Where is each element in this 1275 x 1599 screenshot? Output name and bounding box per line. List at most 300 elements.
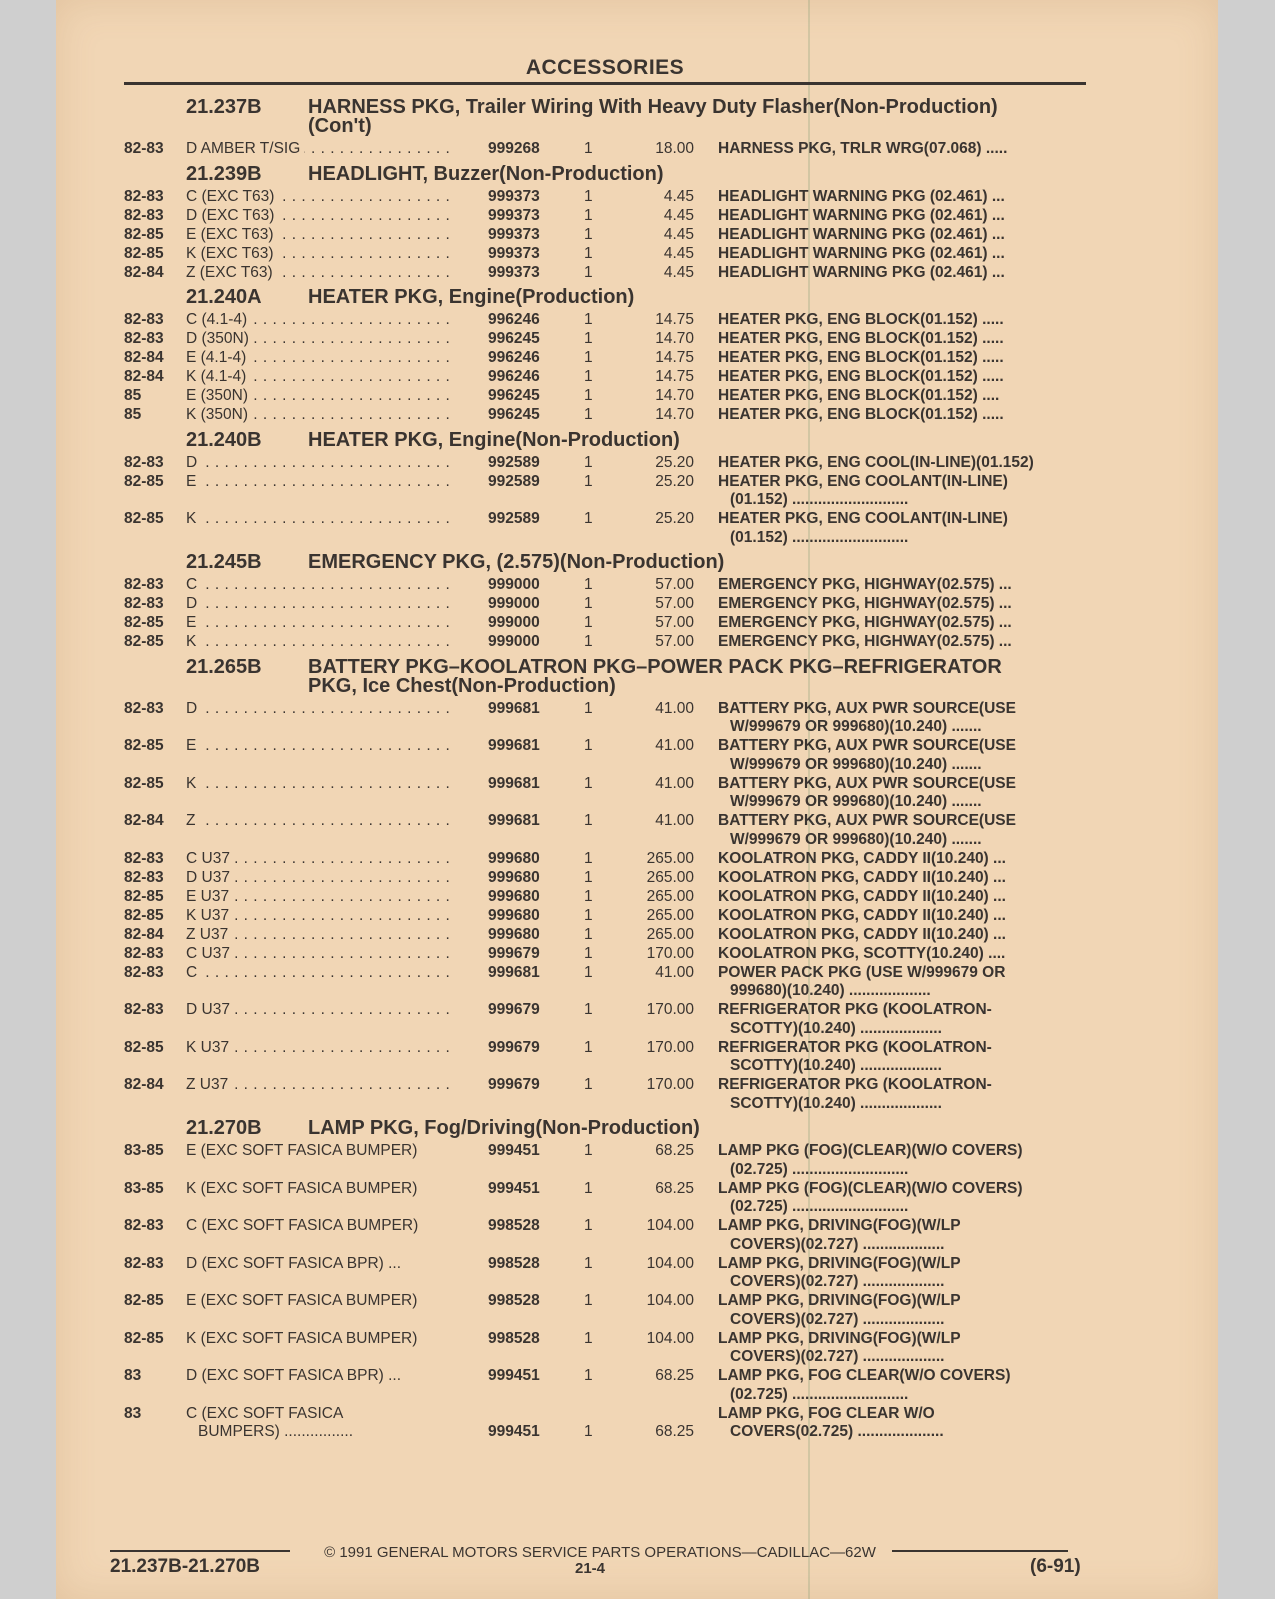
- price: 170.00: [646, 1076, 694, 1093]
- price: 4.45: [663, 225, 694, 243]
- description-line: HARNESS PKG, TRLR WRG(07.068) .....: [718, 140, 1008, 157]
- table-row: [124, 226, 1086, 245]
- part-description: [718, 964, 1078, 1001]
- vehicle-model: [186, 368, 456, 387]
- part-number: 996245: [488, 406, 540, 423]
- part-description: [718, 1405, 1078, 1442]
- quantity: 1: [584, 349, 593, 366]
- model-years: 85: [124, 406, 142, 423]
- model-years: 82-85: [124, 472, 164, 490]
- part-number: 998528: [488, 1254, 540, 1272]
- vehicle-model: [186, 140, 456, 159]
- description-line-continued: (01.152) ...........................: [730, 528, 909, 546]
- vehicle-model: [186, 1142, 456, 1179]
- description-line: BATTERY PKG, AUX PWR SOURCE(USE: [718, 737, 1016, 754]
- section-21-270B: [124, 1119, 1086, 1442]
- section-title: EMERGENCY PKG, (2.575)(Non-Production): [308, 551, 725, 573]
- vehicle-model: [186, 1039, 456, 1076]
- quantity: 1: [584, 406, 593, 423]
- description-line: HEATER PKG, ENG BLOCK(01.152) .....: [718, 349, 1004, 366]
- part-description: [718, 311, 1078, 330]
- model-years: 82-83: [124, 187, 164, 205]
- table-row: [124, 311, 1086, 330]
- vehicle-model: [186, 473, 456, 510]
- part-description: [718, 869, 1078, 888]
- part-number: 999681: [488, 963, 540, 981]
- model-years: 82-84: [124, 263, 164, 281]
- section-title: HEATER PKG, Engine(Production): [308, 286, 635, 308]
- table-row: [124, 926, 1086, 945]
- description-line: HEADLIGHT WARNING PKG (02.461) ...: [718, 263, 1005, 281]
- price: 57.00: [655, 595, 694, 612]
- model-text: C (4.1-4): [186, 311, 251, 328]
- model-years: 82-83: [124, 1001, 164, 1018]
- price: 41.00: [655, 699, 694, 717]
- table-row: [124, 869, 1086, 888]
- table-row: [124, 614, 1086, 633]
- table-row: [124, 633, 1086, 652]
- model-text: D AMBER T/SIG: [186, 140, 304, 157]
- part-number: 999000: [488, 576, 540, 593]
- part-number: 996246: [488, 349, 540, 366]
- model-years: 82-84: [124, 812, 164, 829]
- part-number: 996246: [488, 311, 540, 328]
- price: 265.00: [646, 906, 694, 924]
- model-text: E: [186, 473, 200, 490]
- model-years: 82-85: [124, 614, 164, 631]
- quantity: 1: [584, 774, 593, 792]
- model-text: D: [186, 595, 201, 612]
- description-line: KOOLATRON PKG, SCOTTY(10.240) ....: [718, 944, 1006, 962]
- description-line: EMERGENCY PKG, HIGHWAY(02.575) ...: [718, 633, 1012, 650]
- price: 25.20: [655, 510, 694, 527]
- model-years: 82-83: [124, 330, 164, 347]
- quantity: 1: [584, 633, 593, 650]
- table-row: [124, 387, 1086, 406]
- part-description: [718, 907, 1078, 926]
- model-text: Z U37: [186, 1076, 232, 1093]
- price: 57.00: [655, 614, 694, 631]
- model-years: 82-83: [124, 1217, 164, 1234]
- part-description: [718, 737, 1078, 774]
- model-years: 82-83: [124, 963, 164, 981]
- part-number: 999680: [488, 925, 540, 943]
- part-description: [718, 775, 1078, 812]
- model-text: E: [186, 737, 200, 754]
- section-title: BATTERY PKG–KOOLATRON PKG–POWER PACK PKG–REFRIGERATOR PKG, Ice Chest(Non-Production): [308, 655, 1002, 697]
- description-line: LAMP PKG (FOG)(CLEAR)(W/O COVERS): [718, 1142, 1023, 1159]
- price: 265.00: [646, 925, 694, 943]
- table-row: [124, 330, 1086, 349]
- model-years: 82-84: [124, 368, 164, 385]
- price: 68.25: [655, 1367, 694, 1384]
- description-line-continued: COVERS)(02.727) ...................: [730, 1348, 945, 1365]
- description-line: LAMP PKG, FOG CLEAR(W/O COVERS): [718, 1367, 1011, 1384]
- vehicle-model: [186, 700, 456, 737]
- quantity: 1: [584, 812, 593, 829]
- description-line: BATTERY PKG, AUX PWR SOURCE(USE: [718, 774, 1016, 792]
- model-text: C U37: [186, 850, 234, 867]
- quantity: 1: [584, 263, 593, 281]
- table-row: [124, 406, 1086, 425]
- part-number: 999451: [488, 1142, 540, 1159]
- model-text: C U37: [186, 945, 234, 962]
- price: 57.00: [655, 633, 694, 650]
- description-line: LAMP PKG, FOG CLEAR W/O: [718, 1404, 935, 1422]
- model-text: K: [186, 510, 200, 527]
- vehicle-model: [186, 869, 456, 888]
- price: 4.45: [663, 244, 694, 262]
- part-number: 999679: [488, 1076, 540, 1093]
- part-description: [718, 226, 1078, 245]
- table-row: [124, 812, 1086, 849]
- model-years: 82-83: [124, 453, 164, 471]
- vehicle-model: [186, 207, 456, 226]
- model-text: Z (EXC T63): [186, 264, 277, 281]
- part-number: 998528: [488, 1292, 540, 1309]
- table-row: [124, 245, 1086, 264]
- quantity: 1: [584, 1367, 593, 1384]
- part-description: [718, 595, 1078, 614]
- part-number: 999681: [488, 737, 540, 754]
- quantity: 1: [584, 244, 593, 262]
- part-description: [718, 330, 1078, 349]
- price: 14.70: [655, 387, 694, 404]
- description-line: HEATER PKG, ENG BLOCK(01.152) .....: [718, 330, 1004, 347]
- table-row: [124, 1217, 1086, 1254]
- vehicle-model: [186, 1405, 456, 1442]
- part-number: 999373: [488, 225, 540, 243]
- part-number: 999268: [488, 140, 540, 157]
- part-description: [718, 945, 1078, 964]
- page-header: ACCESSORIES: [124, 56, 1086, 85]
- model-text: K (350N): [186, 406, 252, 423]
- price: 41.00: [655, 737, 694, 754]
- section-heading: [124, 428, 1086, 451]
- vehicle-model: [186, 188, 456, 207]
- model-years: 82-83: [124, 868, 164, 886]
- description-line-continued: COVERS)(02.727) ...................: [730, 1273, 945, 1290]
- section-number: 21.240B: [186, 428, 262, 451]
- part-number: 996246: [488, 368, 540, 385]
- description-line: HEATER PKG, ENG COOLANT(IN-LINE): [718, 472, 1008, 490]
- section-title: HEATER PKG, Engine(Non-Production): [308, 428, 680, 451]
- quantity: 1: [584, 510, 593, 527]
- description-line-continued: COVERS)(02.727) ...................: [730, 1235, 945, 1253]
- price: 4.45: [663, 187, 694, 205]
- model-text: E (4.1-4): [186, 349, 250, 366]
- price: 68.25: [655, 1142, 694, 1159]
- parts-listing: [124, 92, 1086, 1442]
- price: 170.00: [646, 1038, 694, 1056]
- part-number: 999681: [488, 812, 540, 829]
- table-row: [124, 576, 1086, 595]
- model-years: 82-83: [124, 944, 164, 962]
- part-description: [718, 888, 1078, 907]
- model-text: E (350N): [186, 387, 252, 404]
- quantity: 1: [584, 614, 593, 631]
- section-number: 21.265B: [186, 655, 262, 678]
- part-description: [718, 510, 1078, 547]
- part-description: [718, 473, 1078, 510]
- part-description: [718, 633, 1078, 652]
- quantity: 1: [584, 1142, 593, 1159]
- model-years: 82-85: [124, 887, 164, 905]
- table-row: [124, 595, 1086, 614]
- part-description: [718, 140, 1078, 159]
- model-years: 82-83: [124, 140, 164, 157]
- price: 14.70: [655, 406, 694, 423]
- table-row: [124, 1330, 1086, 1367]
- price: 4.45: [663, 263, 694, 281]
- vehicle-model: [186, 633, 456, 652]
- quantity: 1: [584, 1217, 593, 1234]
- footer-section-range: 21.237B-21.270B: [110, 1556, 260, 1577]
- vehicle-model: [186, 907, 456, 926]
- table-row: [124, 1180, 1086, 1217]
- model-years: 82-85: [124, 633, 164, 650]
- vehicle-model: [186, 945, 456, 964]
- price: 104.00: [646, 1254, 694, 1272]
- description-line-continued: 999680)(10.240) ...................: [730, 982, 931, 999]
- part-description: [718, 1330, 1078, 1367]
- part-description: [718, 368, 1078, 387]
- model-text: D: [186, 454, 201, 471]
- price: 104.00: [646, 1292, 694, 1309]
- table-row: [124, 775, 1086, 812]
- part-number: 999679: [488, 944, 540, 962]
- price: 265.00: [646, 887, 694, 905]
- description-line: HEADLIGHT WARNING PKG (02.461) ...: [718, 244, 1005, 262]
- part-description: [718, 812, 1078, 849]
- quantity: 1: [584, 887, 593, 905]
- table-row: [124, 1001, 1086, 1038]
- vehicle-model: [186, 510, 456, 547]
- quantity: 1: [584, 576, 593, 593]
- section-title: HARNESS PKG, Trailer Wiring With Heavy Duty Flasher(Non-Production) (Con't): [308, 96, 998, 137]
- quantity: 1: [584, 1179, 593, 1197]
- quantity: 1: [584, 225, 593, 243]
- description-line-continued: W/999679 OR 999680)(10.240) .......: [730, 830, 982, 848]
- vehicle-model: [186, 330, 456, 349]
- part-number: 999451: [488, 1423, 540, 1440]
- model-text: C: [186, 576, 201, 593]
- model-text: K (EXC SOFT FASICA BUMPER): [186, 1330, 421, 1347]
- quantity: 1: [584, 1292, 593, 1309]
- vehicle-model: [186, 406, 456, 425]
- part-number: 992589: [488, 453, 540, 471]
- part-description: [718, 406, 1078, 425]
- model-text: K U37: [186, 1039, 233, 1056]
- model-years: 83: [124, 1367, 142, 1384]
- part-number: 999681: [488, 774, 540, 792]
- description-line-continued: SCOTTY)(10.240) ...................: [730, 1019, 942, 1037]
- vehicle-model: [186, 812, 456, 849]
- table-row: [124, 140, 1086, 159]
- quantity: 1: [584, 206, 593, 224]
- quantity: 1: [584, 1329, 593, 1347]
- footer-page-number: 21-4: [575, 1560, 606, 1577]
- description-line-continued: COVERS)(02.727) ...................: [730, 1310, 945, 1328]
- table-row: [124, 945, 1086, 964]
- price: 14.75: [655, 349, 694, 366]
- part-number: 996245: [488, 387, 540, 404]
- table-row: [124, 888, 1086, 907]
- table-row: [124, 510, 1086, 547]
- table-row: [124, 454, 1086, 473]
- model-text: D U37: [186, 869, 234, 886]
- description-line-continued: COVERS(02.725) ....................: [730, 1423, 944, 1440]
- model-text: D: [186, 700, 201, 717]
- price: 68.25: [655, 1179, 694, 1197]
- model-text: K (EXC SOFT FASICA BUMPER): [186, 1180, 421, 1197]
- quantity: 1: [584, 906, 593, 924]
- part-number: 999000: [488, 614, 540, 631]
- footer-revision-date: (6-91): [1030, 1556, 1081, 1577]
- model-years: 82-85: [124, 1329, 164, 1347]
- model-text: E (EXC SOFT FASICA BUMPER): [186, 1292, 421, 1309]
- model-years: 82-85: [124, 244, 164, 262]
- table-row: [124, 349, 1086, 368]
- table-row: [124, 368, 1086, 387]
- quantity: 1: [584, 925, 593, 943]
- model-years: 82-83: [124, 699, 164, 717]
- model-years: 82-83: [124, 576, 164, 593]
- part-number: 999000: [488, 595, 540, 612]
- section-heading: [124, 1119, 1086, 1138]
- model-text: C (EXC T63): [186, 188, 278, 205]
- model-years: 83-85: [124, 1142, 164, 1159]
- price: 265.00: [646, 868, 694, 886]
- description-line-continued: W/999679 OR 999680)(10.240) .......: [730, 755, 982, 773]
- price: 170.00: [646, 1001, 694, 1018]
- section-21-239B: [124, 162, 1086, 283]
- description-line: EMERGENCY PKG, HIGHWAY(02.575) ...: [718, 614, 1012, 631]
- table-row: [124, 473, 1086, 510]
- section-21-265B: [124, 655, 1086, 1114]
- description-line: REFRIGERATOR PKG (KOOLATRON-: [718, 1038, 992, 1056]
- model-text: E: [186, 614, 200, 631]
- part-description: [718, 264, 1078, 283]
- part-number: 999373: [488, 206, 540, 224]
- model-years: 83: [124, 1404, 142, 1422]
- vehicle-model: [186, 387, 456, 406]
- description-line: LAMP PKG, DRIVING(FOG)(W/LP: [718, 1254, 961, 1272]
- table-row: [124, 1405, 1086, 1442]
- section-heading: [124, 553, 1086, 572]
- part-description: [718, 387, 1078, 406]
- section-title: LAMP PKG, Fog/Driving(Non-Production): [308, 1117, 700, 1139]
- model-text: Z: [186, 812, 199, 829]
- price: 57.00: [655, 576, 694, 593]
- part-description: [718, 1039, 1078, 1076]
- vehicle-model: [186, 1367, 456, 1404]
- quantity: 1: [584, 849, 593, 867]
- part-number: 998528: [488, 1217, 540, 1234]
- model-years: 82-85: [124, 225, 164, 243]
- table-row: [124, 700, 1086, 737]
- part-description: [718, 454, 1078, 473]
- table-row: [124, 964, 1086, 1001]
- part-number: 999451: [488, 1367, 540, 1384]
- model-text: E U37: [186, 888, 233, 905]
- vehicle-model: [186, 888, 456, 907]
- vehicle-model: [186, 614, 456, 633]
- model-years: 85: [124, 387, 142, 404]
- table-row: [124, 264, 1086, 283]
- part-number: 998528: [488, 1329, 540, 1347]
- section-number: 21.240A: [186, 286, 262, 308]
- part-number: 999373: [488, 263, 540, 281]
- section-title: HEADLIGHT, Buzzer(Non-Production): [308, 162, 664, 185]
- vehicle-model: [186, 1255, 456, 1292]
- model-years: 82-85: [124, 1038, 164, 1056]
- vehicle-model: [186, 1076, 456, 1113]
- quantity: 1: [584, 187, 593, 205]
- description-line: REFRIGERATOR PKG (KOOLATRON-: [718, 1001, 992, 1018]
- price: 25.20: [655, 472, 694, 490]
- part-description: [718, 245, 1078, 264]
- part-description: [718, 1292, 1078, 1329]
- description-line: BATTERY PKG, AUX PWR SOURCE(USE: [718, 812, 1016, 829]
- model-text: E (EXC T63): [186, 226, 278, 243]
- description-line: KOOLATRON PKG, CADDY II(10.240) ...: [718, 849, 1006, 867]
- vehicle-model: [186, 850, 456, 869]
- part-description: [718, 1180, 1078, 1217]
- vehicle-model: [186, 926, 456, 945]
- quantity: 1: [584, 595, 593, 612]
- part-description: [718, 926, 1078, 945]
- vehicle-model: [186, 775, 456, 812]
- price: 41.00: [655, 963, 694, 981]
- price: 25.20: [655, 453, 694, 471]
- part-description: [718, 1217, 1078, 1254]
- part-description: [718, 1255, 1078, 1292]
- description-line: HEADLIGHT WARNING PKG (02.461) ...: [718, 225, 1005, 243]
- part-number: 999679: [488, 1038, 540, 1056]
- description-line-continued: (02.725) ...........................: [730, 1160, 909, 1178]
- vehicle-model: [186, 576, 456, 595]
- table-row: [124, 1292, 1086, 1329]
- quantity: 1: [584, 311, 593, 328]
- description-line: KOOLATRON PKG, CADDY II(10.240) ...: [718, 925, 1006, 943]
- description-line: HEATER PKG, ENG BLOCK(01.152) .....: [718, 368, 1004, 385]
- section-21-240A: [124, 288, 1086, 425]
- table-row: [124, 1076, 1086, 1113]
- quantity: 1: [584, 1038, 593, 1056]
- table-row: [124, 907, 1086, 926]
- model-years: 82-83: [124, 595, 164, 612]
- section-21-245B: [124, 553, 1086, 652]
- vehicle-model: [186, 1330, 456, 1367]
- vehicle-model: [186, 964, 456, 1001]
- description-line: LAMP PKG (FOG)(CLEAR)(W/O COVERS): [718, 1179, 1023, 1197]
- part-number: 999373: [488, 187, 540, 205]
- description-line: HEATER PKG, ENG BLOCK(01.152) ....: [718, 387, 1000, 404]
- quantity: 1: [584, 330, 593, 347]
- part-number: 996245: [488, 330, 540, 347]
- part-number: 999680: [488, 849, 540, 867]
- part-description: [718, 850, 1078, 869]
- table-row: [124, 1255, 1086, 1292]
- quantity: 1: [584, 944, 593, 962]
- price: 68.25: [655, 1423, 694, 1440]
- section-heading: [124, 288, 1086, 307]
- vehicle-model: [186, 1292, 456, 1329]
- part-description: [718, 1001, 1078, 1038]
- description-line-continued: (02.725) ...........................: [730, 1198, 909, 1215]
- model-years: 82-85: [124, 737, 164, 754]
